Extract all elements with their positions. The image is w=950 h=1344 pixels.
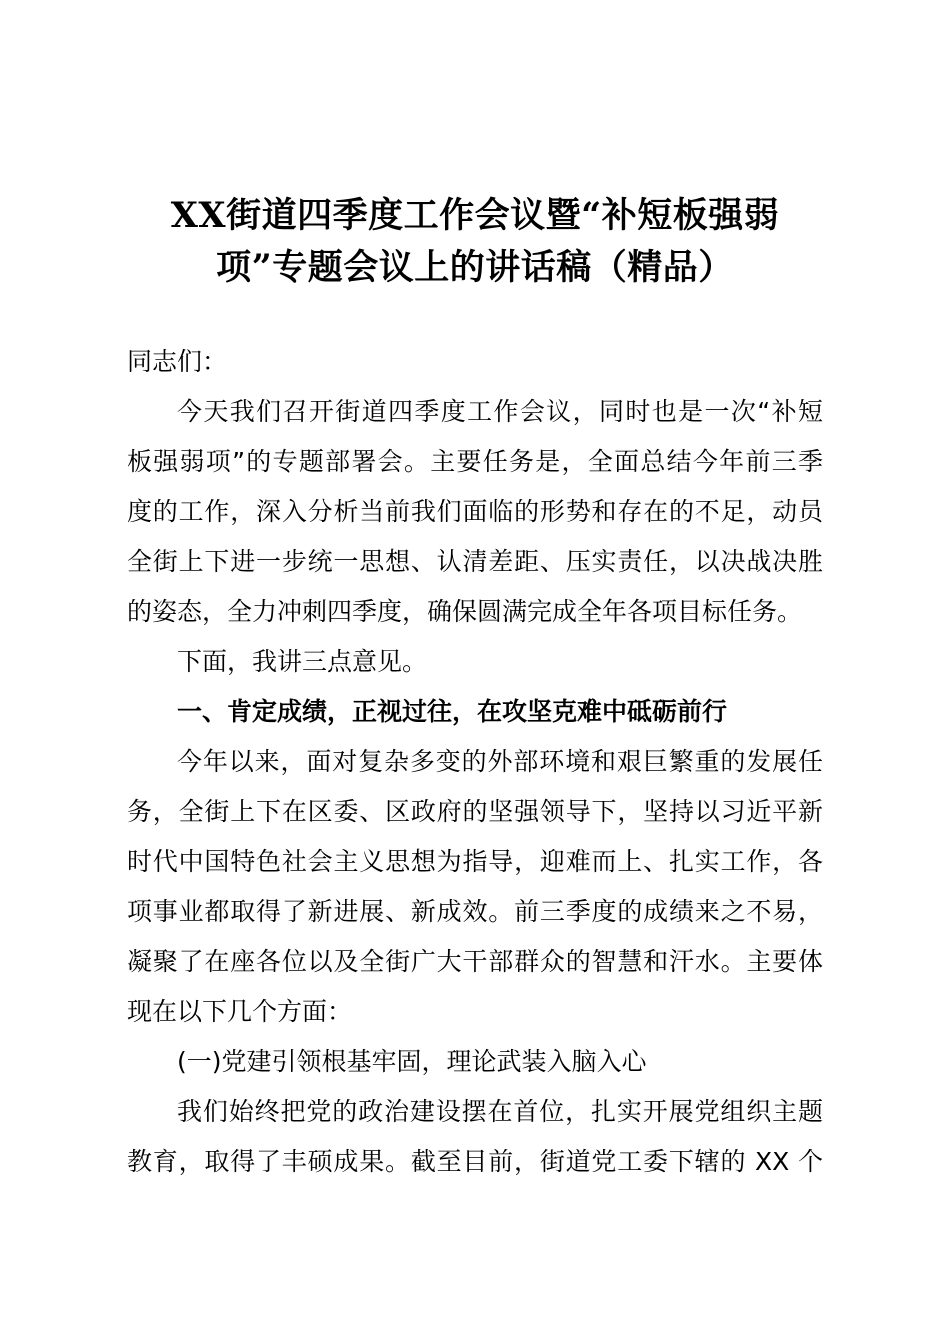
- paragraph-line: 全街上下进一步统一思想、认清差距、压实责任，以决战决胜: [127, 547, 823, 576]
- paragraph-line: 今年以来，面对复杂多变的外部环境和艰巨繁重的发展任: [177, 747, 823, 776]
- paragraph-line: 现在以下几个方面：: [127, 997, 353, 1026]
- paragraph-line: 板强弱项”的专题部署会。主要任务是，全面总结今年前三季: [127, 447, 823, 476]
- salutation: 同志们：: [127, 347, 228, 376]
- section-heading: 一、肯定成绩，正视过往，在攻坚克难中砥砺前行: [177, 697, 728, 726]
- paragraph-line: 时代中国特色社会主义思想为指导，迎难而上、扎实工作，各: [127, 847, 823, 876]
- paragraph-line: 度的工作，深入分析当前我们面临的形势和存在的不足，动员: [127, 497, 823, 526]
- paragraph-line: 项事业都取得了新进展、新成效。前三季度的成绩来之不易，: [127, 897, 823, 926]
- paragraph-line: 务，全街上下在区委、区政府的坚强领导下，坚持以习近平新: [127, 797, 823, 826]
- paragraph-line: 的姿态，全力冲刺四季度，确保圆满完成全年各项目标任务。: [127, 597, 803, 626]
- title-line-1: XX街道四季度工作会议暨“补短板强弱: [170, 195, 780, 236]
- document-title: [110, 190, 840, 294]
- paragraph-line: 凝聚了在座各位以及全街广大干部群众的智慧和汗水。主要体: [127, 947, 823, 976]
- paragraph-line: 下面，我讲三点意见。: [177, 647, 428, 676]
- paragraph-line: 教育，取得了丰硕成果。截至目前，街道党工委下辖的 XX 个: [127, 1147, 823, 1176]
- document-body: [127, 337, 823, 1187]
- title-line-2: 项”专题会议上的讲话稿（精品）: [216, 247, 734, 288]
- paragraph-line: 今天我们召开街道四季度工作会议，同时也是一次“补短: [177, 397, 823, 426]
- paragraph-line: 我们始终把党的政治建设摆在首位，扎实开展党组织主题: [177, 1097, 823, 1126]
- subsection-heading: (一)党建引领根基牢固，理论武装入脑入心: [177, 1047, 647, 1076]
